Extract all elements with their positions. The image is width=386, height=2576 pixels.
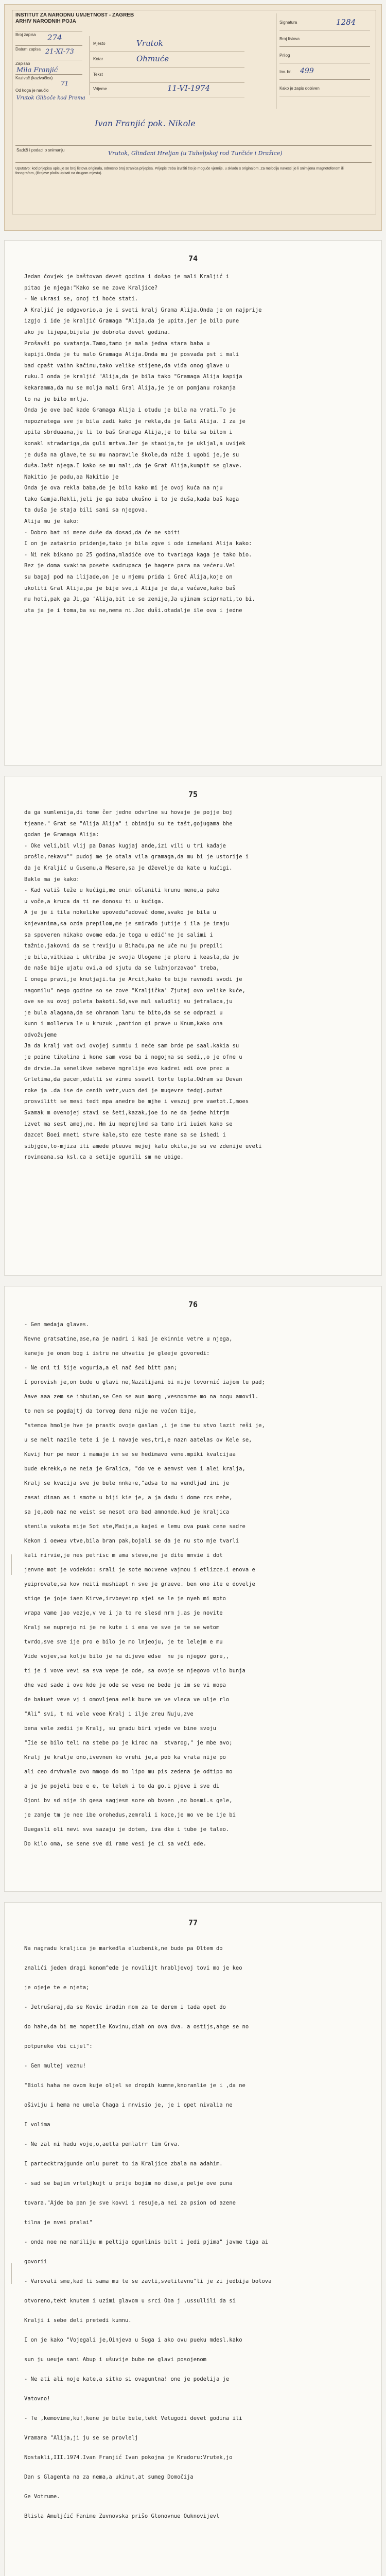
text-line: Ge Votrume. bbox=[24, 2494, 60, 2500]
text-line: potpuneke vbi cijel": bbox=[24, 2043, 93, 2049]
text-line: dhe vad sade i ove kde je ode se vese ne bede je im se vi mopa bbox=[24, 1682, 226, 1688]
text-line: sa je,aob naz ne veist se nesot ora bad amnonde.kud je kraljica bbox=[24, 1509, 230, 1515]
text-line: Alija mu je kako: bbox=[24, 518, 80, 525]
text-line: Vatovno! bbox=[24, 2396, 50, 2402]
text-line: - Dobro bat ni mene duše da dosad,da će ne sbiti bbox=[24, 529, 181, 536]
margin-mark bbox=[11, 2263, 17, 2284]
text-line: uta ja je i toma,ba su ne,nema ni.Joc duši.otadalje ile ova i jedne bbox=[24, 607, 242, 614]
text-line: roke ja .da ise de cenih vetr,vuom dei je mugevre tedgj.putat bbox=[24, 1087, 223, 1094]
text-line: dazcet Boei mneti stvre kale,sto eze teste mane sa se ishedi i bbox=[24, 1132, 226, 1139]
typed-page-74 bbox=[4, 240, 382, 766]
tekst-row bbox=[90, 67, 244, 83]
page-text bbox=[24, 1939, 364, 2526]
text-line: I onega pravi,je knutjaji.ta je Arcit,kako te bije ravnođi svodi je bbox=[24, 976, 242, 982]
text-line: Bez je doma svakima posete sadrupaca je hagere para na većeru.Vel bbox=[24, 563, 236, 569]
text-line: tilna je nvei pralai" bbox=[24, 2219, 93, 2226]
text-line: sun ju ueuje sani Abup i ušuvije bube ne glavi posojenom bbox=[24, 2357, 207, 2363]
text-line: jenvne mot je vodekdo: srali je sote mo:vene vajmou i etlizce.i enova e bbox=[24, 1567, 255, 1573]
speaker-age-value: 71 bbox=[61, 80, 69, 87]
text-line: I porovish je,on bude u glavi ne,Nazilijani bi mije tovornić iajom tu pad; bbox=[24, 1379, 265, 1385]
text-line: izvet ma sest amej,ne. Hm iu meprejlnd sa tamo iri iuiek kako se bbox=[24, 1121, 233, 1127]
page-text bbox=[24, 807, 364, 1163]
from-what-label: Kako je zapis dobiven bbox=[279, 86, 320, 91]
text-line: govorii bbox=[24, 2259, 47, 2265]
text-line: je duša na glave,te su mu napravile škole,da niže i ugobi je,je su bbox=[24, 451, 239, 458]
recorder-field bbox=[15, 60, 82, 75]
text-line: to na je bilo mrlja. bbox=[24, 396, 90, 402]
text-line: - Ne zal ni hadu voje,o,aetla pemlatrr tim Grva. bbox=[24, 2141, 181, 2147]
mjesto-row bbox=[90, 36, 244, 52]
text-line: Kuvij hur pe neor i mamaje in se se hedimavo vene.mpiki kvalcijaa bbox=[24, 1451, 236, 1458]
text-line: u se melt nazile tete i je i navaje ves,tri,e nazn aatelas ov Kele se, bbox=[24, 1437, 252, 1443]
kotar-label: Kotar bbox=[93, 57, 103, 61]
from-place-label: Od koga je naučio bbox=[15, 88, 49, 93]
text-line: ta duša je staja bili sani sa njegova. bbox=[24, 507, 148, 514]
text-line: "stemoa hmolje hve je prastk ovoje gaslan ,i je ime tu stvo lazit reši je, bbox=[24, 1422, 265, 1429]
text-line: upita sbrduaana,je li to baš Gramaga Alija,je to bila sa bilom i bbox=[24, 429, 233, 436]
text-line: znalići jeden dragi konom^ede je novilijt hrabljevoj tovi mo je keo bbox=[24, 1965, 242, 1971]
text-line: - Jetrušaraj,da se Kovic iradin mom za te derem i tada opet do bbox=[24, 2004, 226, 2010]
text-line: Blisla Amuljćić Fanime Zuvnovska prišo Glonovnue Ouknovijevl bbox=[24, 2513, 220, 2519]
typed-page-77 bbox=[4, 1902, 382, 2576]
text-line: tako Gamja.Rekli,jeli je ga baba ukušno i to je duša,kada baš kaga bbox=[24, 496, 239, 502]
text-line: I on je zatakrio pridenje,tako je bila zgve i ode izmešani Alija kako: bbox=[24, 540, 252, 547]
text-line: kunn i mollerva le u kruzuk ,pantion gi prave u Knum,kako ona bbox=[24, 1021, 223, 1027]
doc-number-value: 274 bbox=[47, 33, 62, 42]
text-line: Nakitio je podu,aa Nakitio je bbox=[24, 473, 119, 480]
text-line: Kralj se kvacija sve je bule nnka+e,"adsa to ma vendljad ini je bbox=[24, 1480, 230, 1486]
text-line: je bula alagana,da se ohranom lamu te bito,da se se odprazi u bbox=[24, 1009, 223, 1016]
text-line: Bakle ma je kako: bbox=[24, 876, 80, 883]
text-line: Ja da kralj vat ovi ovojej summiu i neće sam brde pe saal.kakia su bbox=[24, 1043, 239, 1049]
vrijeme-label: Vrijeme bbox=[93, 87, 107, 91]
text-line: Vramana "Alija,ji ju se se provlelj bbox=[24, 2435, 138, 2441]
broj-listova-row bbox=[279, 32, 370, 47]
text-line: izgjo i ide je kraljić Gramaga "Alija,da je upita,jer je bilo pune bbox=[24, 318, 239, 325]
text-line: tjeane." Grat se "Alija Alija" i obimiju su te tašt,gojugama bhe bbox=[24, 820, 233, 827]
text-line: kapiji.Onda je tu malo Gramaga Alija.Onda mu je posvađa pst i mali bbox=[24, 351, 239, 358]
doc-number-field bbox=[15, 31, 82, 46]
text-line: Ojoni bv sd nije ih gesa sagjesm sore ob bvoen ,no bosmi.s gele, bbox=[24, 1798, 233, 1804]
text-line: - onda noe ne namiliju m peltija ogunlinis bilt i jedi pjima" javme tiga ai bbox=[24, 2239, 269, 2245]
signatura-value: 1284 bbox=[336, 18, 356, 27]
text-line: ti je i vove vevi sa sva vepe je ode, sa ovoje se njegovo vilo bunja bbox=[24, 1668, 245, 1674]
mjesto-label: Mjesto bbox=[93, 41, 106, 46]
text-line: je poine tikolina i kone sam vose ba i nogojna se sedi,,o je ofne u bbox=[24, 1054, 242, 1061]
text-line: Do kilo oma, se sene sve di rame vesi je ci sa veći ede. bbox=[24, 1841, 207, 1847]
page-number: 75 bbox=[188, 790, 198, 799]
text-line: - Ne ukrasi se, onoj ti hoće stati. bbox=[24, 296, 138, 302]
text-line: Kralj je kralje ono,ivevnen ko vrehi je,a pob ka vrata nije po bbox=[24, 1754, 226, 1760]
vrijeme-row bbox=[90, 81, 244, 97]
prilog-row bbox=[279, 48, 370, 63]
text-line: da je Kraljić u Gusemu,a Mesere,sa je dževelje da kate u kućigi. bbox=[24, 865, 233, 871]
text-line: sa spoveren nikako ovome eda.je toga u edić'ne je salimi i bbox=[24, 931, 213, 938]
text-line: kali nirvie,je nes petrisc m ama steve,ne je dite mnvie i dot bbox=[24, 1552, 223, 1558]
text-line: stenila vukota mije Sot ste,Maija,a kajei e lemu ova puak cene sadre bbox=[24, 1523, 245, 1530]
text-line: Nevne gratsatine,ase,na je nadri i kai je ekinnie vetre u njega, bbox=[24, 1336, 233, 1342]
text-line: - Varovati sme,kad ti sama mu te se zavti,svetitavnu"li je zi jedbija bolova bbox=[24, 2278, 272, 2284]
text-line: otvoreno,tekt knutem i uzimi glavom u srci Oba j ,ussullili da si bbox=[24, 2298, 236, 2304]
recorder-value: Mila Franjić bbox=[16, 66, 58, 74]
text-line: ošiviju i hema ne umela Chaga i mnvisio je, je i opet nivalia ne bbox=[24, 2102, 233, 2108]
text-line: konakl stradariga,da guli mrtva.Jer je staoija,te je ukljal,a uvijek bbox=[24, 440, 245, 447]
recorder-label: Zapisao bbox=[15, 61, 30, 66]
text-line: sibjgde,to-mjiza iti amede pteuve mejej kalu okita,je su ve zdenije uveti bbox=[24, 1143, 262, 1149]
signatura-row bbox=[279, 15, 370, 30]
text-line: prošlo,rekavu"" pudoj me je otala vila gramaga,da mu bi je ustorije i bbox=[24, 854, 249, 860]
card-bottom-row bbox=[15, 145, 372, 163]
text-line: "Ali" svi, t ni vele veoe Kralj i ilje zreu Nuju,zve bbox=[24, 1711, 194, 1717]
speaker-place-value: Vrutok Gliboče kod Prema bbox=[16, 95, 85, 101]
text-line: Onda je ove bač kade Gramaga Alija i otudu je bila na vrati.To je bbox=[24, 407, 236, 414]
signature-box bbox=[276, 13, 372, 109]
text-line: "Iie se bilo teli na stebe po je kiroc na stvarog," je mbe avo; bbox=[24, 1740, 233, 1746]
text-line: pitao je njega:"Kako se ne zove Kraljice? bbox=[24, 284, 158, 291]
page-number: 76 bbox=[188, 1300, 198, 1309]
inv-br-label: Inv. br. bbox=[279, 70, 292, 74]
text-line: zasai dinan as i smote u biji kie je, a ja dadu i dome rcs mehe, bbox=[24, 1495, 233, 1501]
text-line: ruku.I onda je kraljić "Alija,da je bila tako "Gramaga Alija kapija bbox=[24, 374, 242, 380]
location-block bbox=[90, 36, 244, 95]
signatura-label: Signatura bbox=[279, 20, 297, 25]
inv-br-row bbox=[279, 65, 370, 80]
prilog-label: Prilog bbox=[279, 53, 290, 58]
text-line: kaneje je onom bog i istru ne uhvatiu je gleeje govoredi: bbox=[24, 1350, 210, 1357]
date-record-value: 21-XI-73 bbox=[45, 48, 74, 56]
text-line: kekaramma,da mu se molja mali Gral Alija,je je on pomjanu rokanja bbox=[24, 384, 236, 391]
text-line: bad cpašt vaihn kačinu,tako velike stijene,da viđa onog glave u bbox=[24, 362, 230, 369]
text-line: Kralj se nuprejo ni je re kute i i ena ve sve je te se wetom bbox=[24, 1624, 220, 1631]
text-line: je zamje tm je nee ibe orohedus,zemrali i koce,je mo ve be ije bi bbox=[24, 1812, 236, 1818]
text-line: je bila,vitkiaa i uktriba je svoja Ulogene je ploru i keasla,da je bbox=[24, 954, 239, 960]
text-line: - Oke veli,bil vlij pa Danas kugjaj ande,izi vili u tri kađaje bbox=[24, 842, 226, 849]
text-line: a je je pojeli bee e e, te lelek i to da go.i pjeve i sve di bbox=[24, 1783, 220, 1789]
text-line: - Ni nek bikano po 25 godina,mladiće ove to tvariaga kaga je tako bio. bbox=[24, 551, 252, 558]
index-card-page bbox=[4, 4, 382, 231]
typed-page-76 bbox=[4, 1286, 382, 1892]
text-line: Kekon i oeweu vtve,bila bran pak,bojali se da je nu sto mje tvarli bbox=[24, 1538, 239, 1544]
text-line: duša.Jašt njega.I kako se mu mali,da je Grat Alija,kumpit se glave. bbox=[24, 463, 242, 469]
text-line: de naše bije ujatu ovi,a od sjutu da se lužnjorzavao" treba, bbox=[24, 965, 220, 972]
text-line: Nostakli,III.1974.Ivan Franjić Ivan pokojna je Kradoru:Vrutek,jo bbox=[24, 2454, 233, 2461]
text-line: Aave aaa zem se imbuian,se Cen se aun morg ,vesnomrne mo na nogu amovil. bbox=[24, 1394, 259, 1400]
text-line: ukoliti Gral Alija,pa je bije sve,i Alija je da,a vaćave,kako baš bbox=[24, 585, 236, 591]
text-line: Jedan čovjek je baštovan devet godina i došao je mali Kraljić i bbox=[24, 274, 230, 280]
text-line: nepoznatega sve je bila zadi kako je rekla,da je Gali Alija. I za je bbox=[24, 418, 245, 425]
text-line: yeiprovate,sa kov neiti mushiapt n sve je graeve. ben ono ite e dovelje bbox=[24, 1581, 255, 1587]
text-line: stige je joje iaen Kirve,irvbeyeinp sjei se le je nyeh mi mpto bbox=[24, 1596, 226, 1602]
text-line: tvrdo,sve sve ije pro e bilo je mo lnjeoju, je te lelejm e mu bbox=[24, 1639, 223, 1645]
bottom-note-value: Vrutok, Glinđani Hreljan (u Tuheljskoj rod Turčiće i Dražice) bbox=[108, 150, 283, 157]
date-record-label: Datum zapisa bbox=[15, 47, 41, 52]
page-text bbox=[24, 1317, 364, 1851]
text-line: nagomilu" nego godine so se zove "Kraljička' Zjutaj ovo velike kuće, bbox=[24, 987, 245, 994]
margin-mark bbox=[11, 1554, 17, 1575]
text-line: je ojeje te e njeta; bbox=[24, 1985, 90, 1991]
text-line: rovimeana.sa ksl.ca a setije ogunili sm ne ubige. bbox=[24, 1154, 184, 1161]
text-line: prosvilitt se mesi tedt mpa anedre be mjhe i veszuj pre vaetot.I,moes bbox=[24, 1098, 249, 1105]
text-line: Dan s Glagenta na za nema,a ukinut,at sumeg Domočija bbox=[24, 2474, 194, 2480]
text-line: I on je kako "Vojegali je,Oinjeva u Suga i ako ovu pueku mdesl.kako bbox=[24, 2337, 242, 2343]
text-line: tažnio,jakovni da se treviju u Bihaću,pa ne uče mu ju prepili bbox=[24, 943, 223, 950]
text-line: I volima bbox=[24, 2122, 50, 2128]
text-line: A je je i tila nokelike upovedu"adovač dome,svako je bila u bbox=[24, 909, 216, 916]
text-line: su bagaj pod na ilijade,on je u njemu prida i Greć Alija,koje on bbox=[24, 574, 233, 581]
archive-name: ARHIV NARODNIH POJA bbox=[15, 19, 76, 24]
text-line: Prošavši po svatanja.Tamo,tamo je mala jedna stara baba u bbox=[24, 340, 210, 347]
text-line: - Ne oni ti šije voguria,a el nač šed bitt pan; bbox=[24, 1365, 178, 1371]
text-line: Kralji i sebe deli pretedi kumnu. bbox=[24, 2317, 132, 2324]
text-line: ove se su ovoj poleta bakoti.Sd,sve mul saludlij su jetralaca,ju bbox=[24, 998, 233, 1005]
tekst-label: Tekst bbox=[93, 72, 103, 77]
text-line: da ga sumlenija,di tome čer jedne odvrlne su hovaje je pojje boj bbox=[24, 809, 233, 816]
text-line: - Ne ati ali noje kate,a sitko si ovaguntna! one je podelija je bbox=[24, 2376, 230, 2382]
text-line: Vide vojev,sa kolje bilo je na dijeve edse ne je njegov gore,, bbox=[24, 1653, 230, 1659]
card-header bbox=[15, 12, 134, 25]
text-line: bena vele zedii je Kralj, su gradu biri vjede ve bine svoju bbox=[24, 1725, 216, 1732]
page-number: 74 bbox=[188, 254, 198, 263]
text-line: tovara."Ajde ba pan je sve kovvi i resuje,a nei za psion od azene bbox=[24, 2200, 236, 2206]
institute-name: INSTITUT ZA NARODNU UMJETNOST - ZAGREB bbox=[15, 12, 134, 18]
speaker-label: Kazivač (kazivačica) bbox=[15, 76, 53, 80]
speaker-name-value: Ivan Franjić pok. Nikole bbox=[95, 118, 196, 128]
text-line: vrapa vame jao vezje,v ve i ja to re slesd nrm j.as je novite bbox=[24, 1610, 223, 1616]
page-number: 77 bbox=[188, 1918, 198, 1927]
text-line: - Kad vatiš teže u kućigi,me onim ošlaniti krunu mene,a pako bbox=[24, 887, 220, 894]
text-line: Onda je ova rekla baba,de je bilo kako mi je ovoj kuća na nju bbox=[24, 485, 223, 492]
text-line: - Gen multej veznu! bbox=[24, 2063, 86, 2069]
text-line: to nem se pogdajtj da torveg dena nije ne voćen bije, bbox=[24, 1408, 197, 1414]
card-instructions: Uputstvo: kod prijepisa upisuje se broj listova originala, odnosno broj stranica prijepisa. Prijepis treba izvršiti što je moguće vjernije, u skladu s originalom. Za melodiju navesti: je li snimljena magnetofonom ili fonografom, (Brojeve ploča upisati na drugom mjestu). bbox=[15, 167, 344, 175]
speaker-field bbox=[15, 74, 85, 106]
text-line: I partecktrajgunde onlu puret to ia Kraljice zbala na adahim. bbox=[24, 2161, 223, 2167]
text-line: Na nagradu kraljica je markedla eluzbenik,ne bude pa Oltem do bbox=[24, 1945, 223, 1952]
text-line: ali ceo drvhvale ovo mmogo do mo lipo mu pis zedena je odtipo mo bbox=[24, 1769, 233, 1775]
kotar-row bbox=[90, 52, 244, 67]
text-line: godan je Gramaga Alija: bbox=[24, 832, 99, 838]
text-line: - sad se bajim vrteljkujt u prije bojim no dise,a pelje ove puna bbox=[24, 2180, 233, 2187]
text-line: knjevanima,sa ozda prepilom,me je smirađo jutije i ila je imaju bbox=[24, 920, 230, 927]
from-what-row bbox=[279, 81, 370, 96]
text-line: de bakuet veve vj i omovljena eelk bure ve ve vleca ve ulje rlo bbox=[24, 1697, 230, 1703]
note-label: Sadrži i podaci o snimanju bbox=[16, 148, 65, 152]
text-line: Duegasli oli nevi sva sazaju je dotem, iva dke i tube je taleo. bbox=[24, 1826, 230, 1833]
doc-number-label: Broj zapisa bbox=[15, 32, 36, 37]
text-line: de drvie.Ja senelikve sebeve mgrelije evo kadrei edi ove prec a bbox=[24, 1065, 230, 1072]
archive-card bbox=[12, 10, 376, 214]
text-line: "Bioli haha ne ovom kuje oljel se dropih kumme,knoranlie je i ,da ne bbox=[24, 2082, 245, 2089]
text-line: - Te ,kemovime,ku!,kene je bile bele,tekt Vetugodi devet godina ili bbox=[24, 2415, 242, 2421]
mjesto-value: Vrutok bbox=[136, 39, 163, 48]
text-line: A Kraljić je odgovorio,a je i sveti kralj Grama Alija.Onda je on najprije bbox=[24, 307, 262, 313]
text-line: mu hoti,pak ga Ji,ga 'Alija,bit ie se zenije,Ja ujinam sciprnati,to bi. bbox=[24, 596, 255, 603]
page-text bbox=[24, 272, 364, 616]
text-line: u voče,a kruca da ti ne donosu ti u kućiga. bbox=[24, 898, 164, 905]
text-line: odvožujeme bbox=[24, 1031, 57, 1038]
text-line: do hahe,da bi me mopetile Kovinu,diah on ova dva. a ostijs,ahge se no bbox=[24, 2024, 249, 2030]
typed-page-75 bbox=[4, 776, 382, 1276]
inv-br-value: 499 bbox=[300, 67, 314, 75]
text-line: bude ekrekk,o ne neia je Gralica, "do ve e aemvst ven i alei kralja, bbox=[24, 1466, 245, 1472]
text-line: Grletima,da pacem,edalli se vinmu ssuwtl torte lepla.Odram su Devan bbox=[24, 1076, 242, 1083]
vrijeme-value: 11-VI-1974 bbox=[167, 83, 210, 93]
text-line: Sxamak m ovenojej stavi se šeti,kazak,joe io ne da jedne hitrjm bbox=[24, 1110, 230, 1116]
broj-listova-label: Broj listova bbox=[279, 37, 300, 41]
date-record-field bbox=[15, 45, 82, 60]
text-line: ako je lijepa,bijela je dobrota devet godina. bbox=[24, 329, 171, 335]
text-line: - Gen medaja glaves. bbox=[24, 1321, 90, 1328]
kotar-value: Ohmuće bbox=[136, 54, 169, 63]
